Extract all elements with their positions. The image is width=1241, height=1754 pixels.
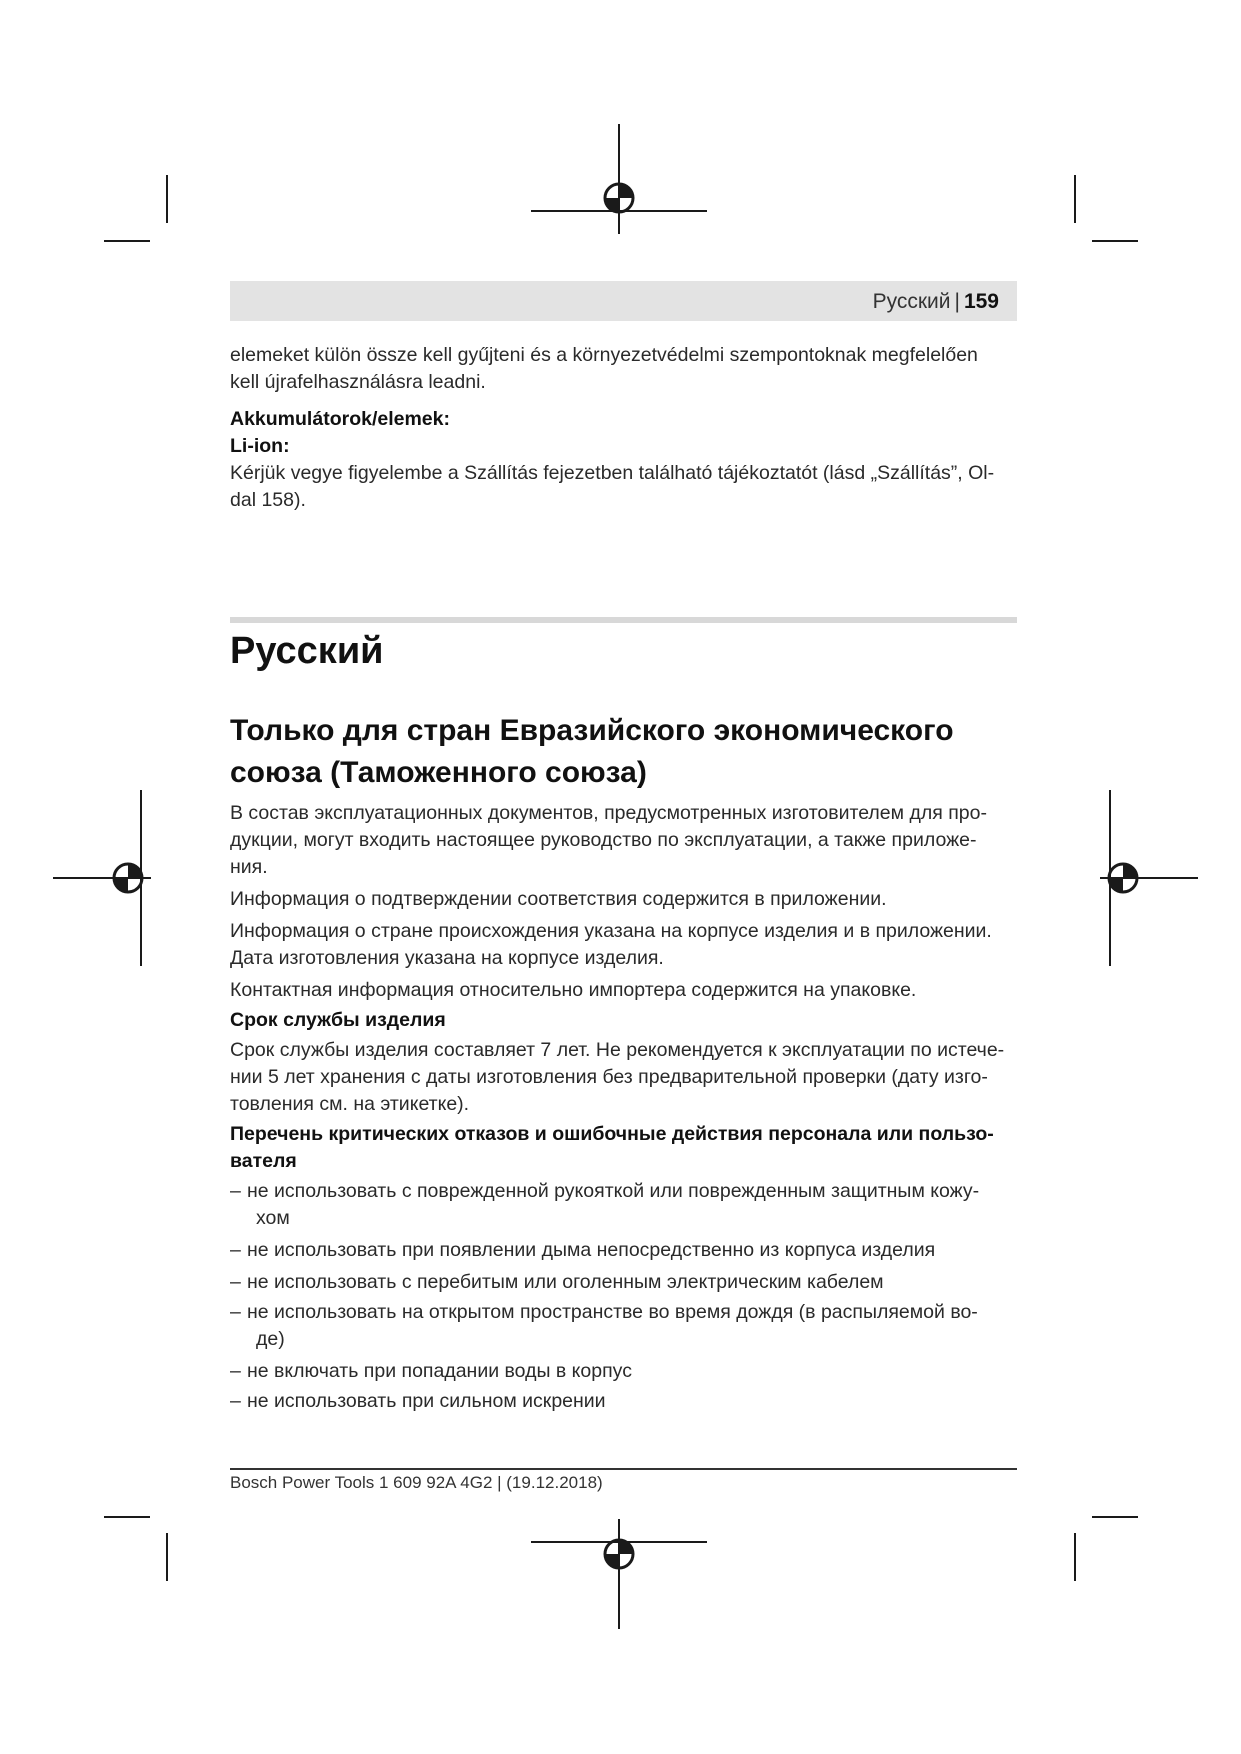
- registration-mark-left: [53, 790, 151, 966]
- crop-mark: [166, 175, 168, 223]
- failures-heading-line: Перечень критических отказов и ошибочные действия персонала или пользо-: [230, 1123, 994, 1145]
- header-language: Русский: [872, 290, 951, 313]
- list-item-text: хом: [256, 1207, 290, 1229]
- header-text: [873, 290, 999, 314]
- paragraph-line: дукции, могут входить настоящее руководство по эксплуатации, а также приложе-: [230, 829, 977, 851]
- list-item: [230, 1269, 1017, 1296]
- registration-mark-right: [1100, 790, 1198, 966]
- page-number: 159: [963, 290, 999, 313]
- paragraph-line: Kérjük vegye figyelembe a Szállítás fejezetben található tájékoztatót (lásd „Szállítás”, Ol-: [230, 462, 995, 484]
- crop-mark: [1074, 1533, 1076, 1581]
- list-dash: –: [230, 1239, 241, 1261]
- crop-mark: [104, 240, 150, 242]
- list-item: [230, 1388, 1017, 1415]
- russian-body: [230, 800, 1017, 1415]
- footer-rule: [230, 1468, 1017, 1470]
- list-item-text: не использовать с перебитым или оголенным электрическим кабелем: [247, 1271, 884, 1293]
- crop-mark: [1092, 240, 1138, 242]
- paragraph: Информация о подтверждении соответствия содержится в приложении.: [230, 888, 887, 910]
- paragraph-line: ния.: [230, 856, 268, 878]
- liion-heading: Li-ion:: [230, 435, 290, 457]
- list-dash: –: [230, 1180, 241, 1202]
- paragraph-line: нии 5 лет хранения с даты изготовления без предварительной проверки (дату изго-: [230, 1066, 988, 1088]
- paragraph-line: Срок службы изделия составляет 7 лет. Не рекомендуется к эксплуатации по истече-: [230, 1039, 1005, 1061]
- crop-mark: [166, 1533, 168, 1581]
- subtitle-line: союза (Таможенного союза): [230, 756, 647, 789]
- paragraph-line: В состав эксплуатационных документов, предусмотренных изготовителем для про-: [230, 802, 987, 824]
- failures-heading-line: вателя: [230, 1150, 297, 1172]
- list-item-text: не использовать на открытом пространстве во время дождя (в распыляемой во-: [247, 1301, 978, 1323]
- crop-mark: [104, 1516, 150, 1518]
- list-item-text: не использовать при появлении дыма непосредственно из корпуса изделия: [247, 1239, 936, 1261]
- paragraph-line: Дата изготовления указана на корпусе изделия.: [230, 947, 664, 969]
- list-dash: –: [230, 1390, 241, 1412]
- list-dash: –: [230, 1271, 241, 1293]
- section-subtitle: [230, 710, 1017, 794]
- list-item: [230, 1358, 1017, 1385]
- list-dash: –: [230, 1360, 241, 1382]
- list-dash: –: [230, 1301, 241, 1323]
- list-item-text: не использовать при сильном искрении: [247, 1390, 606, 1412]
- list-item: [230, 1299, 1017, 1353]
- batteries-heading: Akkumulátorok/elemek:: [230, 408, 450, 430]
- paragraph-line: товления см. на этикетке).: [230, 1093, 470, 1115]
- list-item-text: не использовать с поврежденной рукояткой или поврежденным защитным кожу-: [247, 1180, 980, 1202]
- paragraph: Контактная информация относительно импортера содержится на упаковке.: [230, 979, 917, 1001]
- section-title: Русский: [230, 630, 384, 672]
- paragraph-line: dal 158).: [230, 489, 306, 511]
- running-header: [230, 281, 1017, 321]
- subtitle-line: Только для стран Евразийского экономического: [230, 714, 954, 747]
- crop-mark: [1074, 175, 1076, 223]
- list-item-text: де): [256, 1328, 285, 1350]
- section-rule: [230, 617, 1017, 623]
- list-item-text: не включать при попадании воды в корпус: [247, 1360, 632, 1382]
- footer-text: Bosch Power Tools 1 609 92A 4G2 | (19.12.2018): [230, 1473, 603, 1492]
- service-life-heading: Срок службы изделия: [230, 1009, 446, 1031]
- header-separator: |: [954, 290, 960, 313]
- paragraph-line: Информация о стране происхождения указана на корпусе изделия и в приложении.: [230, 920, 992, 942]
- list-item: [230, 1237, 1017, 1264]
- registration-mark-top: [531, 124, 707, 234]
- hungarian-section: [230, 342, 1017, 514]
- crop-mark: [1092, 1516, 1138, 1518]
- paragraph-line: kell újrafelhasználásra leadni.: [230, 371, 486, 393]
- paragraph-line: elemeket külön össze kell gyűjteni és a környezetvédelmi szempontoknak megfelelően: [230, 344, 978, 366]
- registration-mark-bottom: [531, 1519, 707, 1629]
- list-item: [230, 1178, 1017, 1232]
